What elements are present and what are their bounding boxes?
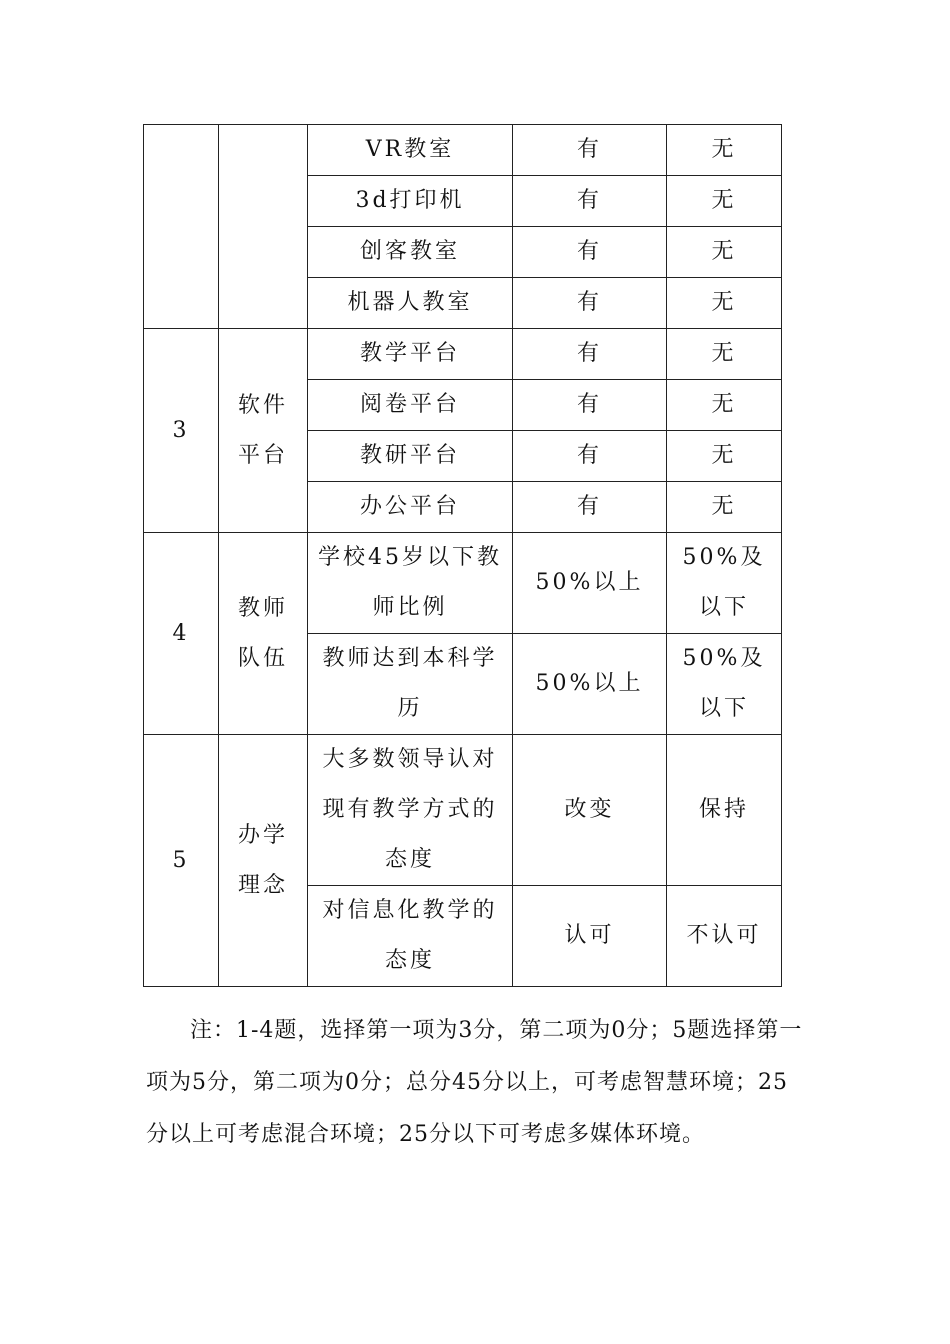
option2-cell: 无: [667, 125, 782, 176]
option1-cell: 50%以上: [513, 533, 667, 634]
item-cell: 教师达到本科学历: [308, 634, 513, 735]
item-cell: 3d打印机: [308, 176, 513, 227]
option1-cell: 有: [513, 278, 667, 329]
group5-category: 办学理念: [219, 735, 308, 987]
option2-cell: 不认可: [667, 886, 782, 987]
option1-cell: 有: [513, 125, 667, 176]
item-cell: 办公平台: [308, 482, 513, 533]
option2-cell: 无: [667, 227, 782, 278]
option1-cell: 有: [513, 431, 667, 482]
option2-cell: 无: [667, 380, 782, 431]
item-cell: 对信息化教学的态度: [308, 886, 513, 987]
scoring-note: 注：1-4题，选择第一项为3分，第二项为0分；5题选择第一项为5分，第二项为0分；总分45分以上，可考虑智慧环境；25分以上可考虑混合环境；25分以下可考虑多媒体环境。: [146, 1018, 803, 1147]
group2-category-cell: [219, 125, 308, 329]
option1-cell: 有: [513, 176, 667, 227]
table-row: [144, 329, 782, 380]
option1-cell: 有: [513, 482, 667, 533]
option2-cell: 保持: [667, 735, 782, 886]
group4-num: 4: [144, 533, 219, 735]
table-row: [144, 735, 782, 886]
item-cell: 阅卷平台: [308, 380, 513, 431]
group4-category: 教师队伍: [219, 533, 308, 735]
item-cell: 大多数领导认对现有教学方式的态度: [308, 735, 513, 886]
item-cell: 教学平台: [308, 329, 513, 380]
assessment-table: [143, 124, 782, 987]
option1-cell: 改变: [513, 735, 667, 886]
option2-cell: 50%及以下: [667, 634, 782, 735]
group2-num-cell: [144, 125, 219, 329]
option2-cell: 无: [667, 431, 782, 482]
option1-cell: 有: [513, 380, 667, 431]
option2-cell: 无: [667, 482, 782, 533]
table-row: [144, 125, 782, 176]
item-cell: 教研平台: [308, 431, 513, 482]
option2-cell: 无: [667, 278, 782, 329]
option2-cell: 无: [667, 329, 782, 380]
group5-num: 5: [144, 735, 219, 987]
item-cell: 机器人教室: [308, 278, 513, 329]
option2-cell: 无: [667, 176, 782, 227]
option1-cell: 认可: [513, 886, 667, 987]
table-row: [144, 533, 782, 634]
group3-category: 软件平台: [219, 329, 308, 533]
option1-cell: 有: [513, 329, 667, 380]
group3-num: 3: [144, 329, 219, 533]
option1-cell: 有: [513, 227, 667, 278]
option1-cell: 50%以上: [513, 634, 667, 735]
item-cell: 创客教室: [308, 227, 513, 278]
option2-cell: 50%及以下: [667, 533, 782, 634]
item-cell: 学校45岁以下教师比例: [308, 533, 513, 634]
item-cell: VR教室: [308, 125, 513, 176]
